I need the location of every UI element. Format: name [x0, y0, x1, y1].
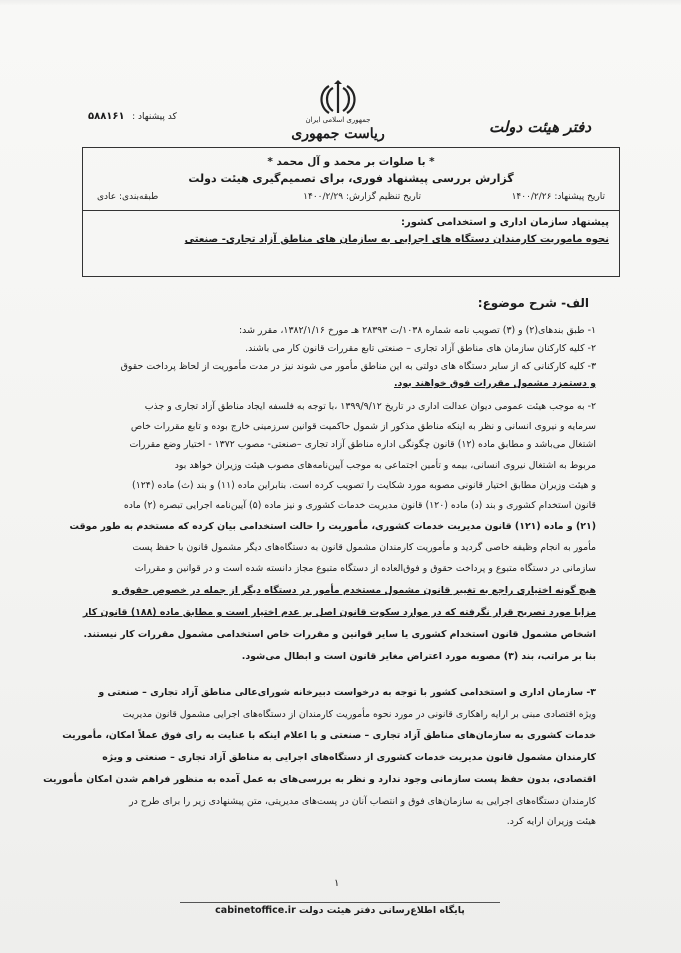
proposal-code: [88, 111, 177, 122]
text-line: خدمات کشوری به سازمان‌های مناطق آزاد تجاری – صنعتی و با اعلام اینکه با عنایت به رای فوق عملاً امکان، مأموریت: [62, 730, 596, 741]
emblem-subtitle: جمهوری اسلامی ایران: [305, 116, 371, 124]
text-line: بنا بر مراتب، بند (۳) مصوبه مورد اعتراض مغایر قانون است و ابطال می‌شود.: [241, 651, 596, 662]
proposal-date: تاریخ پیشنهاد: ۱۴۰۰/۲/۲۶: [511, 192, 605, 202]
report-date: تاریخ تنظیم گزارش: ۱۴۰۰/۲/۲۹: [303, 192, 421, 202]
text-line: هیچ گونه اختیاری راجع به تغییر قانون مشمول مستخدم مأمور در دستگاه دیگر از جمله در خصوص حقوق و: [112, 585, 596, 596]
paper-shadow: [0, 0, 681, 6]
emblem-title: ریاست جمهوری: [291, 126, 385, 142]
text-line: (۲۱) و ماده (۱۲۱) قانون مدیریت خدمات کشوری، مأموریت را حالت استخدامی بیان کرده که مستخدم به طور موقت: [69, 521, 596, 532]
report-header-box: [82, 147, 620, 277]
text-line: مربوط به اشتغال نیروی انسانی، بیمه و تأمین اجتماعی به موجب آیین‌نامه‌های مصوب هیئت وزیران خواهد بود: [174, 460, 596, 471]
divider: [83, 210, 619, 211]
text-line: کارمندان دستگاه‌های اجرایی به سازمان‌های فوق و انتصاب آنان در پست‌های مدیریتی، متن پیشنهادی زیر را برای طرح در: [129, 796, 596, 807]
subject-line: نحوه ماموریت کارمندان دستگاه های اجرایی به سازمان های مناطق آزاد تجاری- صنعتی: [184, 234, 609, 245]
text-line: هیئت وزیران ارایه کرد.: [506, 816, 596, 827]
text-line: ویژه اقتصادی مبنی بر ارایه راهکاری قانونی در مورد نحوه مأموریت کارمندان از دستگاه‌های اجرایی مشمول قانون مدیریت: [122, 709, 596, 720]
text-line: ۲- کلیه کارکنان سازمان های مناطق آزاد تجاری – صنعتی تابع مقررات قانون کار می باشند.: [245, 343, 596, 354]
text-line: سازمانی در دستگاه متبوع و پرداخت حقوق و فوق‌العاده از دستگاه متبوع مجاز دانسته شده است و در قوانین و مقررات: [134, 563, 596, 574]
text-line: مأمور به انجام وظیفه خاصی گردید و مأموریت کارمندان مشمول قانون به دستگاه‌های دیگر مشمول قانون با حفظ پست: [132, 542, 596, 553]
text-line: سرمایه و نیروی انسانی و نظر به اینکه مناطق مذکور از شمول حاکمیت قوانین سرزمینی خارج بوده و تابع مقررات خاص: [130, 421, 596, 432]
text-line: قانون استخدام کشوری و بند (د) ماده (۱۲۰) قانون مدیریت خدمات کشوری و نیز ماده (۵) آیین‌نامه اجرایی تبصره (۲) ماده: [123, 500, 596, 511]
text-line: اشتغال می‌باشد و مطابق ماده (۱۲) قانون چگونگی اداره مناطق آزاد تجاری –صنعتی- مصوب ۱۳۷۲ - اختیار وضع مقررات: [129, 439, 596, 450]
salavat-line: * با صلوات بر محمد و آل محمد *: [267, 156, 435, 168]
footer-text: پایگاه اطلاع‌رسانی دفتر هیئت دولت cabinetoffice.ir: [215, 905, 465, 916]
classification: طبقه‌بندی: عادی: [97, 192, 159, 202]
text-line: و دستمزد مشمول مقررات فوق خواهند بود.: [393, 378, 596, 389]
meta-row: [93, 192, 609, 206]
text-line: کارمندان مشمول قانون مدیریت خدمات کشوری از دستگاه‌های اجرایی به مناطق آزاد تجاری – صنعتی و ویژه: [102, 752, 596, 763]
text-line: ۳- سازمان اداری و استخدامی کشور با توجه به درخواست دبیرخانه شورای‌عالی مناطق آزاد تجاری – صنعتی و: [98, 687, 596, 698]
text-line: و هیئت وزیران مطابق اختیار قانونی مصوبه مورد شکایت را تصویب کرده است. بنابراین ماده (۱۱) و بند (ث) ماده (۱۲۴): [132, 480, 596, 491]
proposer-line: پیشنهاد سازمان اداری و استخدامی کشور:: [400, 217, 609, 228]
footer-divider: [180, 902, 500, 903]
text-line: مزایا مورد تصریح قرار نگرفته که در موارد سکوت قانون اصل بر عدم اختیار است و مطابق ماده (۱۸۸) قانون کار: [82, 607, 596, 618]
report-title: گزارش بررسی پیشنهاد فوری، برای تصمیم‌گیری هیئت دولت: [188, 172, 514, 185]
page-number: ۱: [334, 878, 340, 889]
text-line: اقتصادی، بدون حفظ پست سازمانی وجود ندارد و نظر به بررسی‌های به عمل آمده به منظور فراهم شدن امکان مأموریت: [43, 774, 596, 785]
text-line: اشخاص مشمول قانون استخدام کشوری یا سایر قوانین و مقررات خاص استخدامی مشمول مقررات کار نیستند.: [83, 629, 596, 640]
text-line: ۳- کلیه کارکنانی که از سایر دستگاه های دولتی به این مناطق مأمور می شوند نیز در مدت مأموریت از لحاظ پرداخت حقوق: [120, 361, 596, 372]
text-line: ۲- به موجب هیئت عمومی دیوان عدالت اداری در تاریخ ۱۳۹۹/۹/۱۲ ،با توجه به فلسفه ایجاد مناطق آزاد تجاری و جذب: [144, 401, 596, 412]
section-heading: الف- شرح موضوع:: [477, 296, 589, 310]
iran-emblem-icon: [318, 80, 358, 116]
office-title: دفتر هیئت دولت: [488, 118, 591, 136]
proposal-code-label: کد پیشنهاد :: [132, 112, 177, 122]
proposal-code-value: ۵۸۸۱۶۱: [88, 111, 125, 122]
text-line: ۱- طبق بندهای(۲) و (۳) تصویب نامه شماره ۱۰۳۸/ت ۲۸۳۹۳ هـ مورخ ۱۳۸۲/۱/۱۶، مقرر شد:: [239, 325, 596, 336]
proposal-block: [93, 214, 609, 248]
